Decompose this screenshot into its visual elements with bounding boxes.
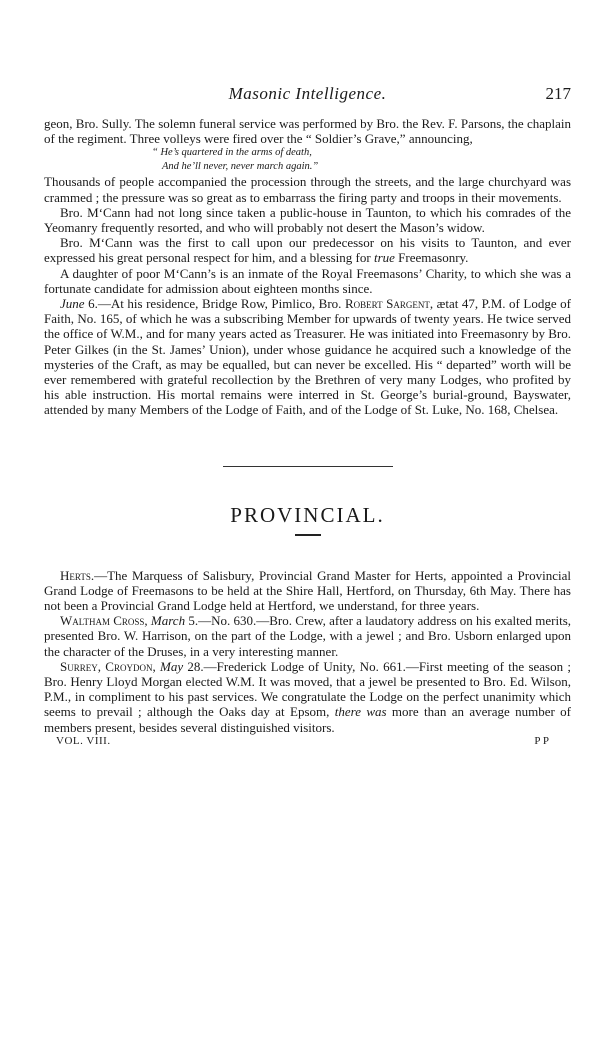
verse-line-2: And he’ll never, never march again.” bbox=[162, 160, 319, 172]
volume-label: VOL. VIII. bbox=[56, 734, 111, 747]
page-number: 217 bbox=[545, 84, 571, 103]
obituary-date-rest: 6.—At his residence, Bridge Row, Pimlico, Bro. bbox=[88, 296, 342, 312]
paragraph-obituary bbox=[44, 296, 571, 418]
paragraph-predecessor bbox=[44, 235, 571, 265]
signature-mark: P P bbox=[534, 734, 549, 747]
paragraph-procession-text: Thousands of people accompanied the procession through the streets, and the large churchyard was crammed ; the pressure was so great as to embarrass the firing party and troops in their movements. bbox=[44, 174, 571, 205]
section-divider bbox=[223, 466, 393, 467]
document-page bbox=[44, 84, 571, 751]
paragraph-funeral bbox=[44, 116, 571, 146]
surrey-text-post: more than an average number of members present, besides several distinguished visitors. bbox=[44, 704, 572, 735]
paragraph-waltham bbox=[44, 613, 571, 659]
verse-line-1: “ He’s quartered in the arms of death, bbox=[152, 147, 312, 159]
surrey-heading: Surrey, Croydon, bbox=[60, 658, 156, 674]
paragraph-daughter-text: A daughter of poor M‘Cann’s is an inmate of the Royal Freemasons’ Charity, to which she was a fortunate candidate for admission about eighteen months since. bbox=[44, 265, 571, 296]
obituary-date-month: June bbox=[60, 296, 85, 312]
waltham-heading: Waltham Cross, bbox=[60, 613, 148, 629]
running-title: Masonic Intelligence. bbox=[228, 84, 387, 103]
paragraph-public-house-text: Bro. M‘Cann had not long since taken a public-house in Taunton, to which his comrades of the Yeomanry frequently resorted, and who will probably not desert the Mason’s widow. bbox=[44, 204, 571, 236]
emphasis-true: true bbox=[373, 250, 395, 266]
paragraph-surrey bbox=[44, 659, 571, 735]
paragraph-funeral-text: geon, Bro. Sully. The solemn funeral service was performed by Bro. the Rev. F. Parsons, the chaplain of the regiment. Three volleys were fired over the “ Soldier’s Grave,” announcing, bbox=[44, 116, 571, 147]
page-footer bbox=[44, 735, 571, 751]
paragraph-predecessor-post: Freemasonry. bbox=[398, 250, 469, 266]
section-title-provincial: PROVINCIAL. bbox=[230, 502, 385, 527]
paragraph-daughter bbox=[44, 266, 571, 296]
surrey-emphasis: there was bbox=[334, 704, 387, 720]
title-underline bbox=[295, 534, 321, 536]
obituary-name: Robert Sargent, bbox=[344, 296, 434, 312]
paragraph-herts bbox=[44, 568, 571, 614]
running-header bbox=[44, 84, 571, 108]
surrey-date-month: May bbox=[160, 658, 184, 674]
herts-heading: Herts. bbox=[60, 567, 95, 583]
paragraph-predecessor-pre: Bro. M‘Cann was the first to call upon our predecessor on his visits to Taunton, and ever expressed his great personal respect for him, and a blessing for bbox=[44, 235, 571, 266]
waltham-date-month: March bbox=[150, 613, 186, 629]
paragraph-public-house bbox=[44, 205, 571, 235]
paragraph-procession bbox=[44, 174, 571, 204]
herts-text: —The Marquess of Salisbury, Provincial Grand Master for Herts, appointed a Provincial Grand Lodge of Freemasons to be held at the Shire Hall, Hertford, on Thursday, 6th May. There has not been a Provincial Grand Lodge held at Hertford, we understand, for three years. bbox=[44, 567, 571, 614]
waltham-text: 5.—No. 630.—Bro. Crew, after a laudatory address on his exalted merits, presented Bro. W. Harrison, on the part of the Lodge, with a jewel ; and Bro. Usborn enlarged upon the character of the Druses, in a very interesting manner. bbox=[44, 613, 572, 659]
obituary-text: ætat 47, P.M. of Lodge of Faith, No. 165, of which he was a subscribing Member for upwards of twenty years. He twice served the office of W.M., and for many years acted as Treasurer. He was initiated into Freemasonry by Bro. Peter Gilkes (in the St. James’ Union), under whose guidance he acquired such a knowledge of the mysteries of the Craft, as may be equalled, but can never be excelled. His “ departed” worth will be ever remembered with grateful recollection by the Brethren of very many Lodges, who profited by his able instruction. His mortal remains were interred in St. George’s burial-ground, Bayswater, attended by many Members of the Lodge of Faith, and of the Lodge of St. Luke, No. 168, Chelsea. bbox=[44, 296, 572, 418]
surrey-text-pre: 28.—Frederick Lodge of Unity, No. 661.—First meeting of the season ; Bro. Henry Lloyd Morgan elected W.M. It was moved, that a jewel be presented to Bro. Ed. Wilson, P.M., in compliment to his past services. We congratulate the Lodge on the perfect unanimity which seems to prevail ; although the Oaks day at Epsom, bbox=[44, 658, 572, 720]
